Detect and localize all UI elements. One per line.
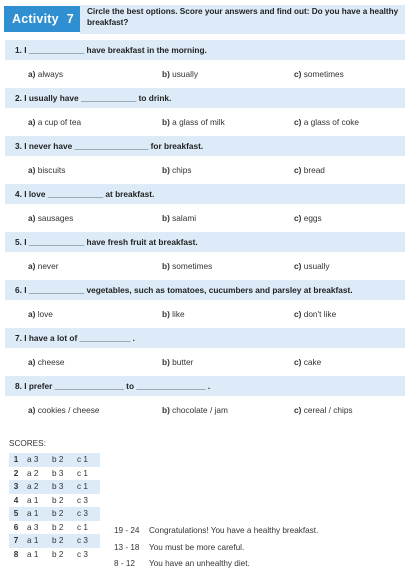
score-a: a 3	[27, 455, 39, 465]
question-text: 3. I never have ________________ for breakfast.	[5, 136, 405, 156]
option-c[interactable]	[294, 357, 321, 367]
scores-table	[9, 453, 100, 561]
option-letter: a)	[28, 261, 36, 271]
option-text: don't like	[303, 309, 337, 319]
question-text: 5. I ____________ have fresh fruit at breakfast.	[5, 232, 405, 252]
option-text: a glass of milk	[172, 117, 225, 127]
option-a[interactable]	[28, 261, 58, 271]
activity-label: Activity	[12, 12, 59, 26]
option-a[interactable]	[28, 165, 65, 175]
option-c[interactable]	[294, 405, 353, 415]
option-text: bread	[303, 165, 325, 175]
option-b[interactable]	[162, 165, 192, 175]
score-row	[9, 521, 100, 535]
option-c[interactable]	[294, 117, 359, 127]
option-text: chips	[172, 165, 192, 175]
option-text: usually	[303, 261, 330, 271]
option-letter: b)	[162, 69, 170, 79]
question-list	[5, 40, 405, 424]
score-row	[9, 548, 100, 562]
option-letter: b)	[162, 405, 170, 415]
score-a: a 3	[27, 522, 39, 532]
score-row	[9, 480, 100, 494]
option-text: cake	[303, 357, 322, 367]
option-text: a cup of tea	[37, 117, 82, 127]
question-text: 1. I ____________ have breakfast in the morning.	[5, 40, 405, 60]
score-c: c 1	[77, 522, 88, 532]
option-text: sometimes	[303, 69, 344, 79]
score-c: c 3	[77, 536, 88, 546]
score-row	[9, 467, 100, 481]
option-text: sometimes	[172, 261, 213, 271]
score-a: a 1	[27, 509, 39, 519]
score-row	[9, 507, 100, 521]
option-letter: b)	[162, 117, 170, 127]
option-letter: b)	[162, 357, 170, 367]
score-c: c 1	[77, 455, 88, 465]
score-c: c 1	[77, 468, 88, 478]
score-b: b 2	[52, 522, 64, 532]
option-text: cookies / cheese	[37, 405, 100, 415]
score-question-number: 4	[13, 495, 19, 505]
option-letter: c)	[294, 213, 302, 223]
question-options	[5, 252, 405, 280]
option-letter: c)	[294, 405, 302, 415]
score-c: c 3	[77, 549, 88, 559]
option-a[interactable]	[28, 117, 81, 127]
option-letter: a)	[28, 357, 36, 367]
result-text: You must be more careful.	[149, 542, 245, 552]
option-a[interactable]	[28, 357, 64, 367]
question-text: 4. I love ____________ at breakfast.	[5, 184, 405, 204]
score-b: b 2	[52, 455, 64, 465]
option-text: salami	[172, 213, 197, 223]
option-text: biscuits	[37, 165, 66, 175]
question-options	[5, 300, 405, 328]
score-row	[9, 494, 100, 508]
question-item	[5, 88, 405, 136]
result-range: 8 - 12	[114, 559, 135, 568]
option-b[interactable]	[162, 357, 193, 367]
option-letter: c)	[294, 357, 302, 367]
result-row	[114, 559, 318, 576]
score-a: a 2	[27, 482, 39, 492]
question-options	[5, 396, 405, 424]
question-options	[5, 156, 405, 184]
score-question-number: 5	[13, 509, 19, 519]
option-text: love	[37, 309, 53, 319]
option-c[interactable]	[294, 261, 330, 271]
score-b: b 2	[52, 536, 64, 546]
activity-badge	[4, 6, 80, 32]
question-text: 2. I usually have ____________ to drink.	[5, 88, 405, 108]
question-item	[5, 184, 405, 232]
score-a: a 1	[27, 549, 39, 559]
question-item	[5, 280, 405, 328]
option-letter: c)	[294, 117, 302, 127]
score-question-number: 6	[13, 522, 19, 532]
option-letter: a)	[28, 405, 36, 415]
results-key	[114, 526, 318, 576]
score-a: a 2	[27, 468, 39, 478]
result-text: You have an unhealthy diet.	[149, 559, 250, 568]
score-question-number: 7	[13, 536, 19, 546]
score-question-number: 2	[13, 468, 19, 478]
question-options	[5, 204, 405, 232]
result-range: 19 - 24	[114, 526, 140, 535]
question-item	[5, 136, 405, 184]
option-letter: a)	[28, 165, 36, 175]
score-b: b 2	[52, 495, 64, 505]
score-b: b 2	[52, 549, 64, 559]
option-text: like	[172, 309, 185, 319]
option-text: a glass of coke	[303, 117, 360, 127]
result-row	[114, 543, 318, 560]
score-b: b 3	[52, 482, 64, 492]
option-b[interactable]	[162, 309, 185, 319]
question-text: 7. I have a lot of ___________ .	[5, 328, 405, 348]
option-b[interactable]	[162, 117, 225, 127]
activity-instructions: Circle the best options. Score your answers and find out: Do you have a healthy breakfast?	[80, 5, 405, 34]
option-letter: b)	[162, 261, 170, 271]
option-letter: a)	[28, 309, 36, 319]
option-c[interactable]	[294, 213, 322, 223]
result-range: 13 - 18	[114, 542, 140, 552]
score-question-number: 1	[13, 455, 19, 465]
option-b[interactable]	[162, 405, 228, 415]
option-b[interactable]	[162, 213, 196, 223]
option-letter: c)	[294, 69, 302, 79]
option-text: cheese	[37, 357, 65, 367]
question-text: 6. I ____________ vegetables, such as tomatoes, cucumbers and parsley at breakfast.	[5, 280, 405, 300]
score-c: c 3	[77, 495, 88, 505]
option-c[interactable]	[294, 69, 344, 79]
option-text: always	[37, 69, 64, 79]
question-options	[5, 348, 405, 376]
score-row	[9, 453, 100, 467]
score-b: b 2	[52, 509, 64, 519]
option-text: sausages	[37, 213, 74, 223]
score-a: a 1	[27, 495, 39, 505]
score-row	[9, 534, 100, 548]
option-b[interactable]	[162, 261, 212, 271]
option-letter: a)	[28, 117, 36, 127]
question-options	[5, 108, 405, 136]
option-letter: b)	[162, 165, 170, 175]
option-a[interactable]	[28, 405, 100, 415]
question-text: 8. I prefer _______________ to _______________ .	[5, 376, 405, 396]
question-item	[5, 40, 405, 88]
option-letter: c)	[294, 165, 302, 175]
option-text: never	[37, 261, 59, 271]
option-text: eggs	[303, 213, 322, 223]
option-letter: a)	[28, 69, 36, 79]
activity-header	[4, 5, 405, 34]
option-letter: a)	[28, 213, 36, 223]
result-row	[114, 526, 318, 543]
option-a[interactable]	[28, 69, 63, 79]
score-c: c 1	[77, 482, 88, 492]
option-letter: c)	[294, 309, 302, 319]
score-question-number: 8	[13, 549, 19, 559]
option-c[interactable]	[294, 165, 325, 175]
option-letter: c)	[294, 261, 302, 271]
score-a: a 1	[27, 536, 39, 546]
option-b[interactable]	[162, 69, 198, 79]
question-item	[5, 328, 405, 376]
option-text: chocolate / jam	[172, 405, 228, 415]
option-text: butter	[172, 357, 194, 367]
score-c: c 3	[77, 509, 88, 519]
option-letter: b)	[162, 309, 170, 319]
score-question-number: 3	[13, 482, 19, 492]
option-text: usually	[172, 69, 198, 79]
result-text: Congratulations! You have a healthy breakfast.	[149, 526, 319, 535]
question-options	[5, 60, 405, 88]
question-item	[5, 376, 405, 424]
option-c[interactable]	[294, 309, 336, 319]
option-a[interactable]	[28, 213, 73, 223]
option-a[interactable]	[28, 309, 53, 319]
option-text: cereal / chips	[303, 405, 353, 415]
option-letter: b)	[162, 213, 170, 223]
question-item	[5, 232, 405, 280]
score-b: b 3	[52, 468, 64, 478]
activity-number: 7	[66, 12, 74, 26]
scores-title: SCORES:	[9, 439, 46, 448]
